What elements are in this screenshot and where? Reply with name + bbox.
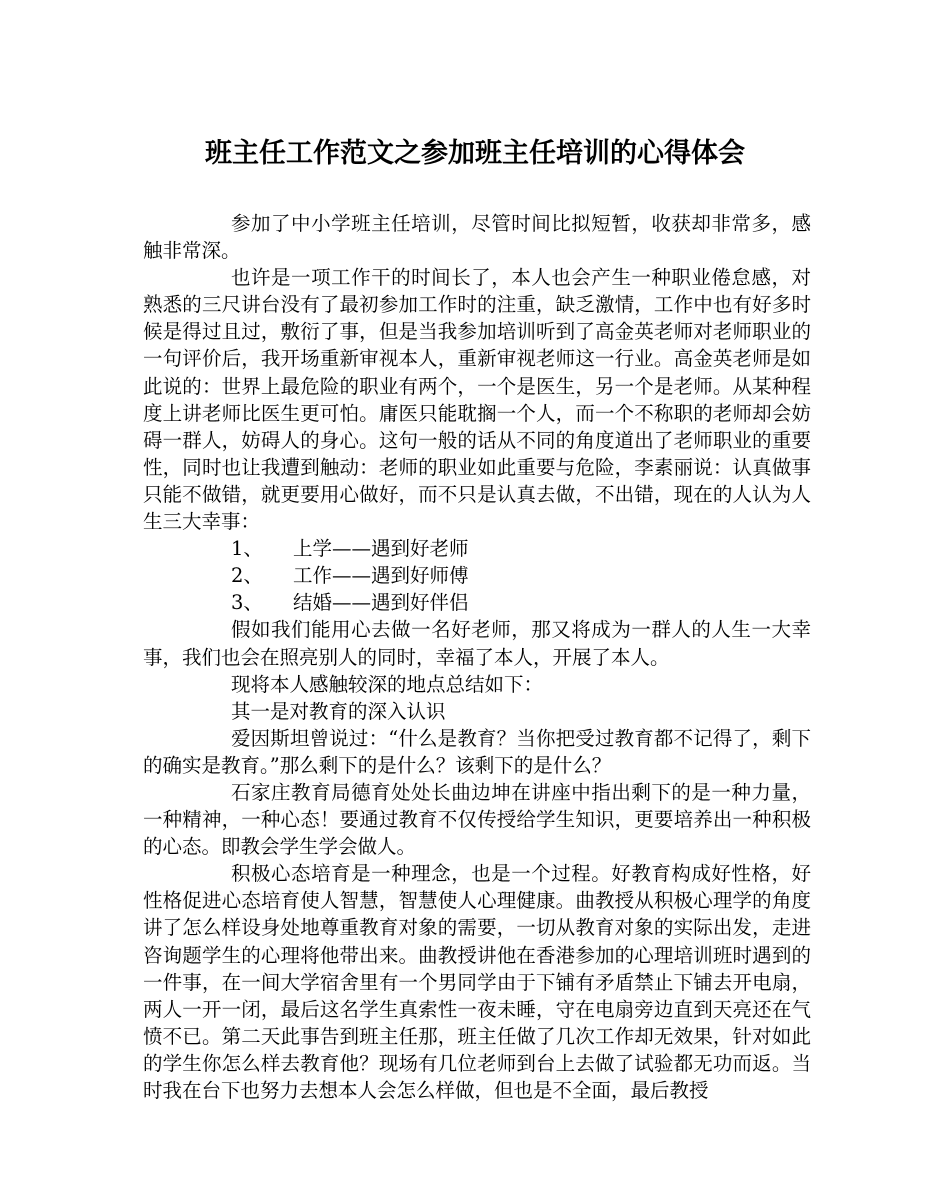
paragraph: 石家庄教育局德育处处长曲边坤在讲座中指出剩下的是一种力量，一种精神，一种心态！要通过教育不仅传授给学生知识，更要培养出一种积极的心态。即教会学生学会做人。 [143,780,811,859]
list-item [143,589,811,616]
document-body [143,210,811,1104]
paragraph: 假如我们能用心去做一名好老师，那又将成为一群人的人生一大幸事，我们也会在照亮别人的同时，幸福了本人，开展了本人。 [143,618,811,669]
list-item-text: 结婚——遇到好伴侣 [293,591,469,615]
list-item-text: 上学——遇到好老师 [293,537,469,561]
paragraph: 也许是一项工作干的时间长了，本人也会产生一种职业倦怠感，对熟悉的三尺讲台没有了最初参加工作时的注重，缺乏激情，工作中也有好多时候是得过且过，敷衍了事，但是当我参加培训听到了高金英老师对老师职业的一句评价后，我开场重新审视本人，重新审视老师这一行业。高金英老师是如此说的：世界上最危险的职业有两个，一个是医生，另一个是老师。从某种程度上讲老师比医生更可怕。庸医只能耽搁一个人，而一个不称职的老师却会妨碍一群人，妨碍人的身心。这句一般的话从不同的角度道出了老师职业的重要性，同时也让我遭到触动：老师的职业如此重要与危险，李素丽说：认真做事只能不做错，就更要用心做好，而不只是认真去做，不出错，现在的人认为人生三大幸事： [143,266,811,534]
list-item-number: 3、 [231,591,263,615]
paragraph: 现将本人感触较深的地点总结如下： [231,672,544,696]
section-heading: 其一是对教育的深入认识 [231,699,446,723]
paragraph: 积极心态培育是一种理念，也是一个过程。好教育构成好性格，好性格促进心态培育使人智慧，智慧使人心理健康。曲教授从积极心理学的角度讲了怎么样设身处地尊重教育对象的需要，一切从教育对象的实际出发，走进咨询题学生的心理将他带出来。曲教授讲他在香港参加的心理培训班时遇到的一件事，在一间大学宿舍里有一个男同学由于下铺有矛盾禁止下铺去开电扇，两人一开一闭，最后这名学生真索性一夜未睡，守在电扇旁边直到天亮还在气愤不已。第二天此事告到班主任那，班主任做了几次工作却无效果，针对如此的学生你怎么样去教育他？现场有几位老师到台上去做了试验都无功而返。当时我在台下也努力去想本人会怎么样做，但也是不全面，最后教授 [143,862,811,1102]
document-title: 班主任工作范文之参加班主任培训的心得体会 [205,138,745,169]
paragraph: 爱因斯坦曾说过：“什么是教育？当你把受过教育都不记得了，剩下的确实是教育。”那么剩下的是什么？该剩下的是什么？ [143,726,811,777]
list-item-number: 2、 [231,564,263,588]
list-item [143,535,811,562]
list-item [143,562,811,589]
list-item-text: 工作——遇到好师傅 [293,564,469,588]
list-item-number: 1、 [231,537,263,561]
paragraph: 参加了中小学班主任培训，尽管时间比拟短暂，收获却非常多，感触非常深。 [143,212,811,263]
